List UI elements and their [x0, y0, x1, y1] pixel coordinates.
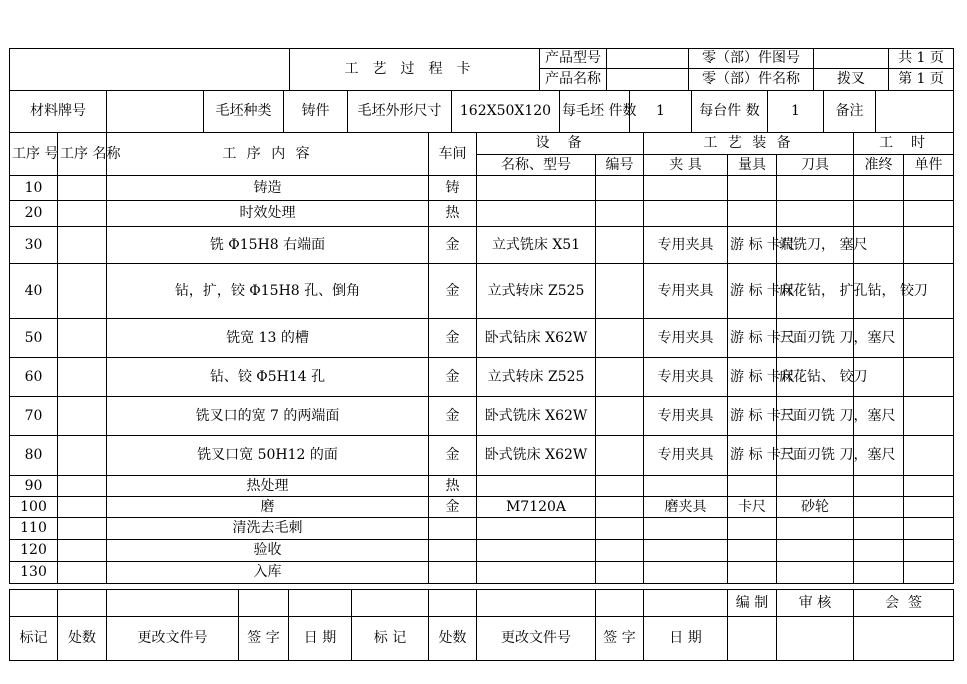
op-name-cell	[58, 562, 107, 584]
op-content-cell: 铣 Φ15H8 右端面	[107, 227, 429, 264]
per-blank-value: 1	[630, 91, 692, 133]
op-cutter-cell: 三面刃铣 刀，塞尺	[777, 436, 854, 476]
op-fixture-cell	[644, 562, 728, 584]
op-unit-time-cell	[904, 319, 954, 358]
col-equip-no: 编号	[596, 155, 644, 176]
op-name-cell	[58, 201, 107, 227]
operations-table	[9, 132, 954, 584]
op-name-cell	[58, 319, 107, 358]
col-unit-time: 单件	[904, 155, 954, 176]
op-no-cell: 30	[10, 227, 58, 264]
op-workshop-cell: 金	[429, 264, 477, 319]
op-fixture-cell: 专用夹具	[644, 319, 728, 358]
op-setup-time-cell	[854, 497, 904, 518]
op-equipment-cell	[477, 540, 596, 562]
footer-table	[9, 616, 954, 661]
op-content-cell: 验收	[107, 540, 429, 562]
op-equip-no-cell	[596, 436, 644, 476]
op-unit-time-cell	[904, 540, 954, 562]
op-equip-no-cell	[596, 201, 644, 227]
per-machine-value: 1	[768, 91, 824, 133]
table-row	[10, 436, 954, 476]
op-workshop-cell: 金	[429, 497, 477, 518]
remark-value	[876, 91, 954, 133]
op-gauge-cell: 游 标 卡尺	[728, 227, 777, 264]
op-setup-time-cell	[854, 476, 904, 497]
op-content-cell: 钻、铰 Φ5H14 孔	[107, 358, 429, 397]
op-gauge-cell: 游 标 卡尺	[728, 264, 777, 319]
op-content-cell: 入库	[107, 562, 429, 584]
op-cutter-cell	[777, 201, 854, 227]
op-equipment-cell	[477, 476, 596, 497]
op-fixture-cell	[644, 201, 728, 227]
op-name-cell	[58, 176, 107, 201]
col-op-content: 工 序 内 容	[107, 133, 429, 176]
col-fixture: 夹 具	[644, 155, 728, 176]
op-cutter-cell	[777, 540, 854, 562]
footer-date-1: 日 期	[289, 617, 352, 661]
table-row	[10, 476, 954, 497]
op-name-cell	[58, 497, 107, 518]
op-equip-no-cell	[596, 497, 644, 518]
op-name-cell	[58, 227, 107, 264]
op-no-cell: 110	[10, 518, 58, 540]
op-no-cell: 20	[10, 201, 58, 227]
op-equipment-cell: 卧式钻床 X62W	[477, 319, 596, 358]
op-cutter-cell	[777, 476, 854, 497]
op-no-cell: 100	[10, 497, 58, 518]
op-equip-no-cell	[596, 227, 644, 264]
op-content-cell: 钻，扩，铰 Φ15H8 孔、倒角	[107, 264, 429, 319]
op-unit-time-cell	[904, 227, 954, 264]
signoff-blank-10	[644, 590, 728, 617]
product-model-label: 产品型号	[540, 49, 607, 69]
op-equip-no-cell	[596, 397, 644, 436]
op-name-cell	[58, 540, 107, 562]
footer-blank-3	[854, 617, 954, 661]
footer-sign-1: 签 字	[239, 617, 289, 661]
footer-blank-2	[777, 617, 854, 661]
op-no-cell: 60	[10, 358, 58, 397]
op-gauge-cell	[728, 176, 777, 201]
op-equipment-cell: 卧式铣床 X62W	[477, 436, 596, 476]
signoff-blank-6	[352, 590, 429, 617]
table-row	[10, 497, 954, 518]
operations-body	[10, 176, 954, 584]
blank-type-value: 铸件	[284, 91, 348, 133]
page-number: 第 1 页	[889, 69, 954, 91]
op-setup-time-cell	[854, 562, 904, 584]
product-name-value	[607, 69, 689, 91]
op-gauge-cell	[728, 518, 777, 540]
total-pages: 共 1 页	[889, 49, 954, 69]
op-equipment-cell: 卧式铣床 X62W	[477, 397, 596, 436]
col-tooling: 工 艺 装 备	[644, 133, 854, 155]
material-grade-value	[107, 91, 204, 133]
op-unit-time-cell	[904, 562, 954, 584]
footer-count-1: 处数	[58, 617, 107, 661]
op-equip-no-cell	[596, 358, 644, 397]
footer-sign-2: 签 字	[596, 617, 644, 661]
op-content-cell: 磨	[107, 497, 429, 518]
blank-type-label: 毛坯种类	[204, 91, 284, 133]
signoff-blank-5	[289, 590, 352, 617]
op-fixture-cell: 专用夹具	[644, 358, 728, 397]
signoff-blank-1	[10, 590, 58, 617]
col-man-hours: 工 时	[854, 133, 954, 155]
signoff-table	[9, 589, 954, 617]
op-cutter-cell: 三面刃铣 刀，塞尺	[777, 319, 854, 358]
table-row	[10, 540, 954, 562]
per-blank-label: 每毛坯 件数	[560, 91, 630, 133]
footer-change-doc-1: 更改文件号	[107, 617, 239, 661]
part-name-label: 零（部）件名称	[689, 69, 814, 91]
op-content-cell: 清洗去毛刺	[107, 518, 429, 540]
table-row	[10, 518, 954, 540]
op-content-cell: 铸造	[107, 176, 429, 201]
op-no-cell: 70	[10, 397, 58, 436]
footer-mark-2: 标 记	[352, 617, 429, 661]
compiled-label: 编 制	[728, 590, 777, 617]
op-name-cell	[58, 358, 107, 397]
op-cutter-cell: 三面刃铣 刀，塞尺	[777, 397, 854, 436]
op-gauge-cell	[728, 201, 777, 227]
op-cutter-cell: 端铣刀， 塞尺	[777, 227, 854, 264]
op-unit-time-cell	[904, 201, 954, 227]
col-setup-time: 准终	[854, 155, 904, 176]
op-fixture-cell: 专用夹具	[644, 436, 728, 476]
op-cutter-cell: 麻花钻、 铰刀	[777, 358, 854, 397]
op-gauge-cell: 游 标 卡尺	[728, 319, 777, 358]
op-workshop-cell: 金	[429, 227, 477, 264]
op-gauge-cell	[728, 562, 777, 584]
op-workshop-cell: 金	[429, 319, 477, 358]
op-content-cell: 时效处理	[107, 201, 429, 227]
op-equipment-cell	[477, 176, 596, 201]
header-table	[9, 48, 954, 91]
footer-count-2: 处数	[429, 617, 477, 661]
op-workshop-cell: 铸	[429, 176, 477, 201]
header-blank	[10, 49, 290, 91]
op-name-cell	[58, 476, 107, 497]
col-workshop: 车间	[429, 133, 477, 176]
table-row	[10, 227, 954, 264]
op-equipment-cell: M7120A	[477, 497, 596, 518]
op-workshop-cell: 热	[429, 201, 477, 227]
page-title: 工艺过程卡	[290, 49, 540, 91]
op-name-cell	[58, 264, 107, 319]
product-name-label: 产品名称	[540, 69, 607, 91]
op-no-cell: 90	[10, 476, 58, 497]
footer-change-doc-2: 更改文件号	[477, 617, 596, 661]
op-cutter-cell: 麻花钻， 扩孔钻， 铰刀	[777, 264, 854, 319]
table-row	[10, 319, 954, 358]
op-equip-no-cell	[596, 540, 644, 562]
material-table	[9, 90, 954, 133]
op-unit-time-cell	[904, 176, 954, 201]
op-fixture-cell: 专用夹具	[644, 397, 728, 436]
op-fixture-cell	[644, 518, 728, 540]
op-unit-time-cell	[904, 436, 954, 476]
table-row	[10, 176, 954, 201]
op-setup-time-cell	[854, 176, 904, 201]
op-equipment-cell	[477, 518, 596, 540]
op-gauge-cell	[728, 540, 777, 562]
signoff-blank-3	[107, 590, 239, 617]
op-equip-no-cell	[596, 264, 644, 319]
col-op-no: 工序 号	[10, 133, 58, 176]
op-no-cell: 80	[10, 436, 58, 476]
table-row	[10, 397, 954, 436]
op-name-cell	[58, 397, 107, 436]
op-equipment-cell: 立式转床 Z525	[477, 358, 596, 397]
op-no-cell: 10	[10, 176, 58, 201]
op-gauge-cell: 游 标 卡尺	[728, 397, 777, 436]
op-workshop-cell: 金	[429, 397, 477, 436]
footer-mark-1: 标记	[10, 617, 58, 661]
table-row	[10, 358, 954, 397]
op-unit-time-cell	[904, 518, 954, 540]
table-row	[10, 201, 954, 227]
op-unit-time-cell	[904, 497, 954, 518]
op-fixture-cell: 专用夹具	[644, 227, 728, 264]
op-unit-time-cell	[904, 476, 954, 497]
op-gauge-cell	[728, 476, 777, 497]
signoff-blank-4	[239, 590, 289, 617]
blank-size-value: 162X50X120	[452, 91, 560, 133]
op-gauge-cell: 游 标 卡尺	[728, 358, 777, 397]
op-cutter-cell	[777, 562, 854, 584]
op-no-cell: 50	[10, 319, 58, 358]
per-machine-label: 每台件 数	[692, 91, 768, 133]
op-workshop-cell	[429, 518, 477, 540]
op-no-cell: 40	[10, 264, 58, 319]
op-equipment-cell: 立式铣床 X51	[477, 227, 596, 264]
op-setup-time-cell	[854, 540, 904, 562]
op-workshop-cell	[429, 562, 477, 584]
op-equip-no-cell	[596, 319, 644, 358]
material-grade-label: 材料牌号	[10, 91, 107, 133]
op-equip-no-cell	[596, 562, 644, 584]
footer-blank-1	[728, 617, 777, 661]
table-row	[10, 562, 954, 584]
op-equip-no-cell	[596, 476, 644, 497]
op-fixture-cell	[644, 540, 728, 562]
op-equipment-cell	[477, 562, 596, 584]
col-equipment: 设 备	[477, 133, 644, 155]
table-row	[10, 264, 954, 319]
part-drawing-no-label: 零（部）件图号	[689, 49, 814, 69]
process-card-sheet	[9, 48, 953, 660]
remark-label: 备注	[824, 91, 876, 133]
col-equip-name: 名称、型号	[477, 155, 596, 176]
op-gauge-cell: 卡尺	[728, 497, 777, 518]
col-op-name: 工序 名称	[58, 133, 107, 176]
op-no-cell: 120	[10, 540, 58, 562]
op-unit-time-cell	[904, 358, 954, 397]
op-setup-time-cell	[854, 518, 904, 540]
signoff-blank-9	[596, 590, 644, 617]
op-cutter-cell	[777, 518, 854, 540]
op-workshop-cell	[429, 540, 477, 562]
op-fixture-cell	[644, 476, 728, 497]
op-fixture-cell: 专用夹具	[644, 264, 728, 319]
col-cutter: 刀具	[777, 155, 854, 176]
op-name-cell	[58, 518, 107, 540]
op-workshop-cell: 热	[429, 476, 477, 497]
op-content-cell: 铣叉口的宽 7 的两端面	[107, 397, 429, 436]
op-gauge-cell: 游 标 卡尺	[728, 436, 777, 476]
op-fixture-cell: 磨夹具	[644, 497, 728, 518]
col-gauge: 量具	[728, 155, 777, 176]
op-name-cell	[58, 436, 107, 476]
countersigned-label: 会 签	[854, 590, 954, 617]
op-content-cell: 铣叉口宽 50H12 的面	[107, 436, 429, 476]
signoff-blank-8	[477, 590, 596, 617]
op-equipment-cell: 立式转床 Z525	[477, 264, 596, 319]
reviewed-label: 审 核	[777, 590, 854, 617]
op-unit-time-cell	[904, 397, 954, 436]
op-content-cell: 铣宽 13 的槽	[107, 319, 429, 358]
op-equip-no-cell	[596, 518, 644, 540]
product-model-value	[607, 49, 689, 69]
op-cutter-cell	[777, 176, 854, 201]
signoff-blank-7	[429, 590, 477, 617]
op-workshop-cell: 金	[429, 358, 477, 397]
op-equipment-cell	[477, 201, 596, 227]
op-fixture-cell	[644, 176, 728, 201]
op-cutter-cell: 砂轮	[777, 497, 854, 518]
blank-size-label: 毛坯外形尺寸	[348, 91, 452, 133]
signoff-blank-2	[58, 590, 107, 617]
op-equip-no-cell	[596, 176, 644, 201]
op-setup-time-cell	[854, 201, 904, 227]
part-name-value: 拨叉	[814, 69, 889, 91]
part-drawing-no-value	[814, 49, 889, 69]
op-workshop-cell: 金	[429, 436, 477, 476]
op-no-cell: 130	[10, 562, 58, 584]
footer-date-2: 日 期	[644, 617, 728, 661]
op-content-cell: 热处理	[107, 476, 429, 497]
